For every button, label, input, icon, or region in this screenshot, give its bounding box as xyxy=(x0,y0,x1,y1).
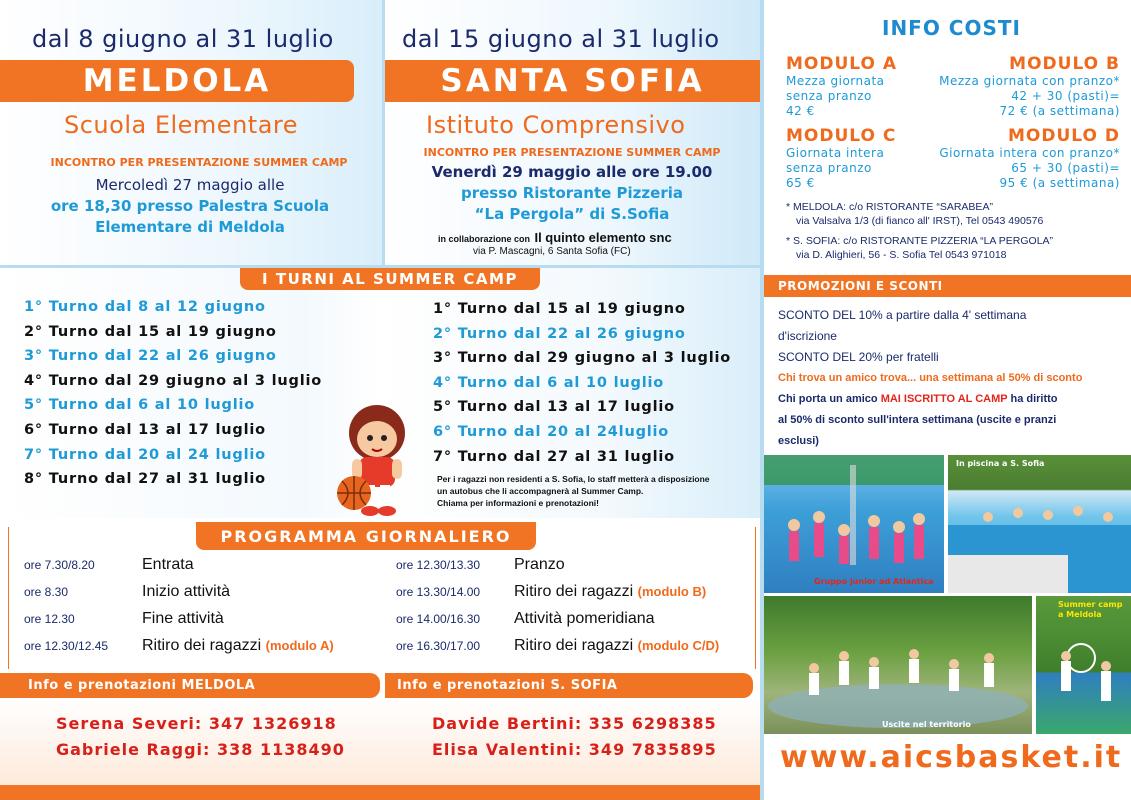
turno-sofia-5: 5° Turno dal 13 al 17 luglio xyxy=(433,399,675,416)
turno-sofia-6: 6° Turno dal 20 al 24luglio xyxy=(433,423,670,440)
meldola-pres-line3: Elementare di Meldola xyxy=(95,218,285,236)
sofia-pres-line3: “La Pergola” di S.Sofia xyxy=(474,205,670,223)
prog-time: ore 16.30/17.00 xyxy=(396,639,481,653)
meldola-contacts xyxy=(56,711,345,763)
promo-line5-a: Chi porta un amico xyxy=(778,393,878,405)
turno-meldola-5: 5° Turno dal 6 al 10 luglio xyxy=(24,397,256,414)
meldola-title: MELDOLA xyxy=(82,63,272,99)
programma-heading: PROGRAMMA GIORNALIERO xyxy=(220,526,512,546)
turno-sofia-1: 1° Turno dal 15 al 19 giugno xyxy=(433,301,686,317)
caption-atlantica: Gruppo junior ad Atlantica xyxy=(814,577,934,586)
prog-left-row-3 xyxy=(24,610,334,637)
modulo-d-title: MODULO D xyxy=(1008,126,1120,146)
prog-right-row-3 xyxy=(396,610,719,637)
programma-left xyxy=(24,556,334,664)
turni-meldola-list xyxy=(24,295,322,492)
sofia-contacts xyxy=(432,711,717,763)
restaurant-notes xyxy=(786,200,1053,262)
sofia-collab-address: via P. Mascagni, 6 Santa Sofia (FC) xyxy=(473,246,631,257)
prog-time: ore 12.30 xyxy=(24,612,75,626)
prog-right-row-2 xyxy=(396,583,719,610)
info-sofia-heading: Info e prenotazioni S. SOFIA xyxy=(397,678,618,693)
turni-heading-bar xyxy=(240,268,540,290)
meldola-pres-line1: Mercoledì 27 maggio alle xyxy=(95,176,285,194)
photo-territorio-graphic xyxy=(764,596,1032,734)
photo-piscina xyxy=(948,455,1131,593)
turno-meldola-1: 1° Turno dal 8 al 12 giugno xyxy=(24,299,266,315)
prog-activity: Ritiro dei ragazzi xyxy=(514,637,634,654)
turno-meldola-3: 3° Turno dal 22 al 26 giugno xyxy=(24,348,277,365)
modulo-a-line2: senza pranzo xyxy=(786,89,872,103)
meldola-presentation-text xyxy=(20,175,360,238)
turno-meldola-7: 7° Turno dal 20 al 24 luglio xyxy=(24,446,266,463)
promo-line2: d'iscrizione xyxy=(778,329,837,343)
promo-line1: SCONTO DEL 10% a partire dalla 4' settimana xyxy=(778,308,1027,322)
vertical-divider xyxy=(382,0,385,265)
turno-meldola-2: 2° Turno dal 15 al 19 giugno xyxy=(24,323,277,340)
promozioni-heading: PROMOZIONI E SCONTI xyxy=(778,279,943,293)
sofia-title: SANTA SOFIA xyxy=(440,63,705,99)
turno-sofia-4: 4° Turno dal 6 al 10 luglio xyxy=(433,374,665,391)
prog-note: (modulo A) xyxy=(265,638,334,653)
prog-note: (modulo C/D) xyxy=(637,638,720,653)
sofia-dates: dal 15 giugno al 31 luglio xyxy=(402,25,720,53)
promo-line6: al 50% di sconto sull'intera settimana (uscite e pranzi xyxy=(778,414,1057,426)
turno-meldola-4: 4° Turno dal 29 giugno al 3 luglio xyxy=(24,372,322,389)
prog-time: ore 12.30/12.45 xyxy=(24,639,109,653)
meldola-pres-line2: ore 18,30 presso Palestra Scuola xyxy=(50,197,330,215)
turni-heading: I TURNI AL SUMMER CAMP xyxy=(262,270,518,288)
sofia-collab-prefix: in collaborazione con xyxy=(438,234,531,244)
promo-line4: Chi trova un amico trova... una settimana al 50% di sconto xyxy=(778,372,1083,384)
modulo-d-card xyxy=(912,122,1124,192)
modulo-b-card xyxy=(912,50,1124,120)
modulo-b-line1: Mezza giornata con pranzo* xyxy=(939,74,1120,88)
meldola-dates: dal 8 giugno al 31 luglio xyxy=(32,25,334,53)
modulo-b-title: MODULO B xyxy=(1009,54,1120,74)
sofia-school: Istituto Comprensivo xyxy=(426,111,686,139)
photo-atlantica xyxy=(764,455,944,593)
bus-note-line3: Chiama per informazioni e prenotazioni! xyxy=(437,498,599,508)
modulo-b-price: 72 € (a settimana) xyxy=(999,104,1120,118)
prog-note: (modulo B) xyxy=(637,584,707,599)
prog-time: ore 12.30/13.30 xyxy=(396,558,481,572)
photo-territorio xyxy=(764,596,1032,734)
modulo-a-card xyxy=(782,50,908,120)
contact-sofia-2: Elisa Valentini: 349 7835895 xyxy=(432,740,717,759)
turno-sofia-7: 7° Turno dal 27 al 31 luglio xyxy=(433,448,675,465)
turno-sofia-3: 3° Turno dal 29 giugno al 3 luglio xyxy=(433,350,731,367)
sofia-presentation-text xyxy=(392,162,752,225)
promo-line5-b: MAI ISCRITTO AL CAMP xyxy=(880,393,1008,405)
modulo-a-price: 42 € xyxy=(786,104,815,118)
website-link[interactable]: www.aicsbasket.it xyxy=(780,740,1123,775)
note-meldola-line2: via Valsalva 1/3 (di fianco all' IRST), Tel 0543 490576 xyxy=(796,215,1044,227)
contact-meldola-2: Gabriele Raggi: 338 1138490 xyxy=(56,740,345,759)
note-meldola-line1: * MELDOLA: c/o RISTORANTE “SARABEA” xyxy=(786,201,993,213)
prog-time: ore 8.30 xyxy=(24,585,69,599)
modulo-d-price: 95 € (a settimana) xyxy=(999,176,1120,190)
programma-right xyxy=(396,556,719,664)
sofia-collab xyxy=(438,229,672,247)
caption-meldola: Summer camp a Meldola xyxy=(1058,600,1123,619)
turno-sofia-2: 2° Turno dal 22 al 26 giugno xyxy=(433,325,686,342)
meldola-title-bar xyxy=(0,60,354,102)
promozioni-bar xyxy=(764,275,1131,297)
prog-activity: Entrata xyxy=(142,556,194,573)
note-sofia-line2: via D. Alighieri, 56 - S. Sofia Tel 0543 971018 xyxy=(796,249,1007,261)
sofia-collab-name: Il quinto elemento snc xyxy=(534,230,672,245)
modulo-d-line2: 65 + 30 (pasti)= xyxy=(1011,161,1120,175)
prog-time: ore 14.00/16.30 xyxy=(396,612,481,626)
photo-atlantica-graphic xyxy=(764,455,944,593)
prog-activity: Pranzo xyxy=(514,556,565,573)
modulo-a-title: MODULO A xyxy=(786,54,898,74)
contact-meldola-1: Serena Severi: 347 1326918 xyxy=(56,714,337,733)
bus-note-line1: Per i ragazzi non residenti a S. Sofia, lo staff metterà a disposizione xyxy=(437,474,710,484)
modulo-c-line2: senza pranzo xyxy=(786,161,872,175)
prog-left-row-1 xyxy=(24,556,334,583)
promozioni-text xyxy=(778,305,1128,452)
modulo-b-line2: 42 + 30 (pasti)= xyxy=(1011,89,1120,103)
programma-heading-bar xyxy=(196,522,536,550)
modulo-c-price: 65 € xyxy=(786,176,815,190)
turno-meldola-8: 8° Turno dal 27 al 31 luglio xyxy=(24,471,266,488)
bottom-orange-band xyxy=(0,785,760,800)
bus-note xyxy=(437,473,710,509)
sofia-presentation-heading: INCONTRO PER PRESENTAZIONE SUMMER CAMP xyxy=(423,146,721,159)
prog-left-row-4 xyxy=(24,637,334,664)
prog-time: ore 13.30/14.00 xyxy=(396,585,481,599)
contact-sofia-1: Davide Bertini: 335 6298385 xyxy=(432,714,717,733)
photo-summer-camp-meldola xyxy=(1036,596,1131,734)
prog-right-row-1 xyxy=(396,556,719,583)
costi-heading: INFO COSTI xyxy=(882,16,1021,40)
prog-activity: Attività pomeridiana xyxy=(514,610,655,627)
modulo-c-line1: Giornata intera xyxy=(786,146,885,160)
modulo-d-line1: Giornata intera con pranzo* xyxy=(939,146,1120,160)
modulo-a-line1: Mezza giornata xyxy=(786,74,885,88)
modulo-c-card xyxy=(782,122,908,192)
promo-line5-c: ha diritto xyxy=(1010,393,1058,405)
prog-left-row-2 xyxy=(24,583,334,610)
turni-sofia-list xyxy=(433,297,731,469)
info-sofia-bar xyxy=(385,673,753,698)
basketball-mascot-illustration xyxy=(332,395,422,520)
modulo-c-title: MODULO C xyxy=(786,126,897,146)
sofia-pres-line1: Venerdì 29 maggio alle ore 19.00 xyxy=(431,163,713,181)
sofia-title-bar xyxy=(385,60,760,102)
prog-activity: Ritiro dei ragazzi xyxy=(142,637,262,654)
turno-meldola-6: 6° Turno dal 13 al 17 luglio xyxy=(24,421,266,438)
note-sofia-line1: * S. SOFIA: c/o RISTORANTE PIZZERIA “LA PERGOLA” xyxy=(786,235,1054,247)
info-meldola-heading: Info e prenotazioni MELDOLA xyxy=(28,678,256,693)
bus-note-line2: un autobus che li accompagnerà al Summer Camp. xyxy=(437,486,644,496)
promo-line7: esclusi) xyxy=(778,435,819,447)
prog-activity: Inizio attività xyxy=(142,583,231,600)
prog-time: ore 7.30/8.20 xyxy=(24,558,95,572)
meldola-school: Scuola Elementare xyxy=(64,111,299,139)
promo-line5 xyxy=(778,389,1128,410)
meldola-presentation-heading: INCONTRO PER PRESENTAZIONE SUMMER CAMP xyxy=(50,156,348,169)
caption-piscina: In piscina a S. Sofia xyxy=(956,459,1045,468)
caption-territorio: Uscite nel territorio xyxy=(882,720,971,729)
prog-activity: Fine attività xyxy=(142,610,224,627)
prog-activity: Ritiro dei ragazzi xyxy=(514,583,634,600)
photo-piscina-graphic xyxy=(948,455,1131,593)
prog-right-row-4 xyxy=(396,637,719,664)
sofia-pres-line2: presso Ristorante Pizzeria xyxy=(461,184,683,202)
info-meldola-bar xyxy=(0,673,380,698)
promo-line3: SCONTO DEL 20% per fratelli xyxy=(778,350,939,364)
